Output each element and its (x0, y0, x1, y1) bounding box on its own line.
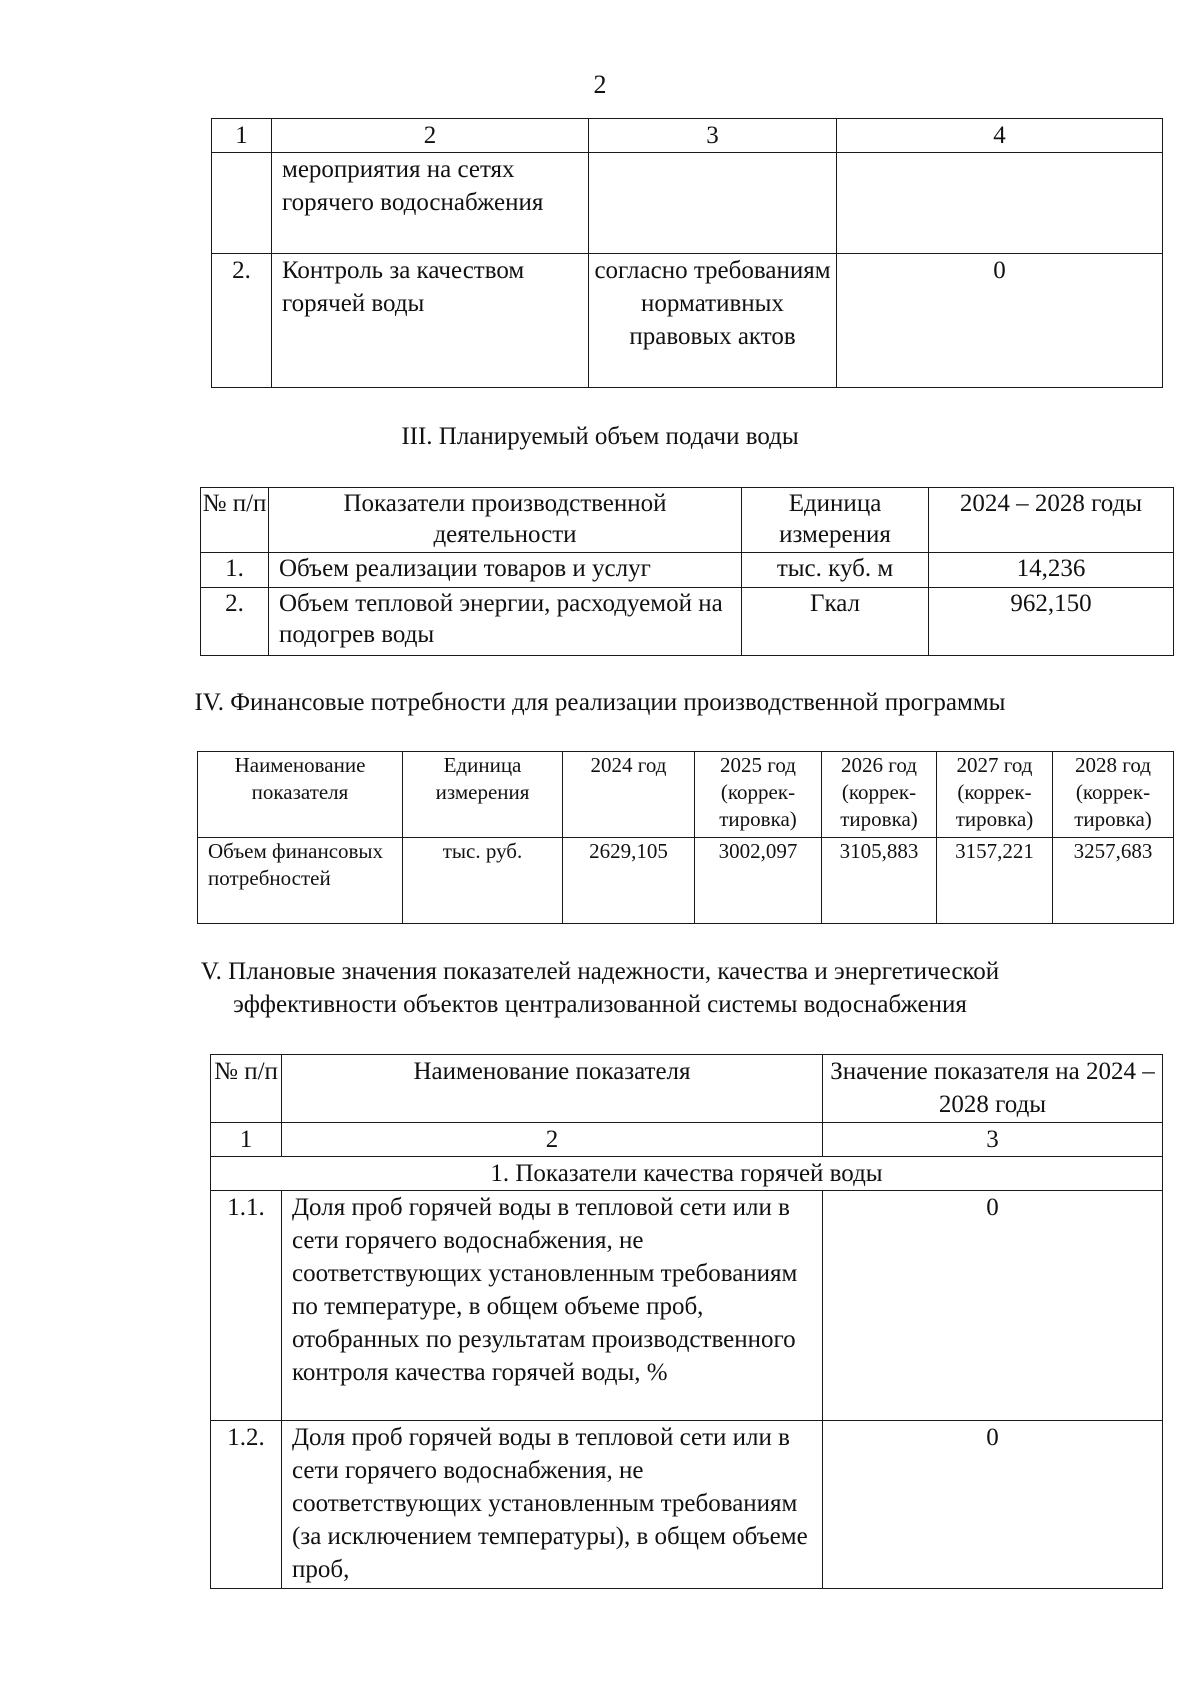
value-2026: 3105,883 (822, 838, 937, 924)
header-name: Наименование показателя (198, 752, 403, 838)
group-title: 1. Показатели качества горячей воды (211, 1157, 1163, 1191)
measure-value: 0 (837, 254, 1163, 388)
col-number: 2 (272, 119, 589, 153)
row-number: 1.1. (211, 1191, 282, 1421)
header-2025: 2025 год (коррек-тировка) (695, 752, 822, 838)
header-name: Наименование показателя (282, 1055, 823, 1123)
header-period: 2024 – 2028 годы (929, 488, 1174, 553)
measure-name: Контроль за качеством горячей воды (272, 254, 589, 388)
row-number: 1. (201, 553, 269, 588)
table-header-row (198, 752, 1174, 838)
measure-name: мероприятия на сетях горячего водоснабжения (272, 153, 589, 254)
col-number: 4 (837, 119, 1163, 153)
section-3-title: III. Планируемый объем подачи воды (401, 423, 799, 450)
table-row (212, 254, 1163, 388)
value-2025: 3002,097 (695, 838, 822, 924)
col-number: 2 (282, 1123, 823, 1157)
section-5-title-line2: эффективности объектов централизованной системы водоснабжения (233, 991, 967, 1018)
indicator-name: Доля проб горячей воды в тепловой сети или в сети горячего водоснабжения, не соответствующих установленным требованиям по температуре, в общем объеме проб, отобранных по результатам производственного контроля качества горячей воды, % (282, 1191, 823, 1421)
indicator-name: Объем тепловой энергии, расходуемой на подогрев воды (269, 588, 742, 656)
financial-needs-table (197, 751, 1174, 924)
group-row (211, 1157, 1163, 1191)
table-row (211, 1191, 1163, 1421)
table-row (211, 1421, 1163, 1589)
header-num: № п/п (211, 1055, 282, 1123)
page-number: 2 (593, 70, 607, 99)
header-2027: 2027 год (коррек-тировка) (937, 752, 1053, 838)
indicator-unit: тыс. куб. м (742, 553, 929, 588)
table-row (201, 553, 1174, 588)
value-2028: 3257,683 (1053, 838, 1174, 924)
row-number: 2. (212, 254, 272, 388)
table-row (212, 153, 1163, 254)
header-unit: Единица измерения (403, 752, 563, 838)
measure-terms: согласно требованиям нормативных правовых актов (589, 254, 837, 388)
indicator-value: 0 (823, 1421, 1163, 1589)
table-row (201, 588, 1174, 656)
table-header-row (211, 1055, 1163, 1123)
indicator-value: 0 (823, 1191, 1163, 1421)
col-number: 3 (589, 119, 837, 153)
measure-value (837, 153, 1163, 254)
header-num: № п/п (201, 488, 269, 553)
header-value: Значение показателя на 2024 – 2028 годы (823, 1055, 1163, 1123)
section-4-title: IV. Финансовые потребности для реализации производственной программы (194, 689, 1006, 716)
col-number: 1 (212, 119, 272, 153)
header-2026: 2026 год (коррек-тировка) (822, 752, 937, 838)
value-2027: 3157,221 (937, 838, 1053, 924)
indicator-name: Объем реализации товаров и услуг (269, 553, 742, 588)
table-row (198, 838, 1174, 924)
table-header-row (212, 119, 1163, 153)
row-number (212, 153, 272, 254)
column-numbers-row (211, 1123, 1163, 1157)
measure-terms (589, 153, 837, 254)
col-number: 1 (211, 1123, 282, 1157)
measures-table (211, 118, 1163, 388)
header-indicator: Показатели производственной деятельности (269, 488, 742, 553)
row-number: 1.2. (211, 1421, 282, 1589)
row-number: 2. (201, 588, 269, 656)
indicator-unit: тыс. руб. (403, 838, 563, 924)
header-2028: 2028 год (коррек-тировка) (1053, 752, 1174, 838)
indicator-name: Объем финансовых потребностей (198, 838, 403, 924)
header-unit: Единица измерения (742, 488, 929, 553)
water-supply-table (200, 487, 1174, 656)
col-number: 3 (823, 1123, 1163, 1157)
section-5-title-line1: V. Плановые значения показателей надежности, качества и энергетической (200, 958, 1000, 985)
value-2024: 2629,105 (563, 838, 695, 924)
indicator-value: 14,236 (929, 553, 1174, 588)
indicator-unit: Гкал (742, 588, 929, 656)
indicator-value: 962,150 (929, 588, 1174, 656)
header-2024: 2024 год (563, 752, 695, 838)
reliability-indicators-table (210, 1054, 1163, 1589)
indicator-name: Доля проб горячей воды в тепловой сети или в сети горячего водоснабжения, не соответствующих установленным требованиям (за исключением температуры), в общем объеме проб, (282, 1421, 823, 1589)
table-header-row (201, 488, 1174, 553)
